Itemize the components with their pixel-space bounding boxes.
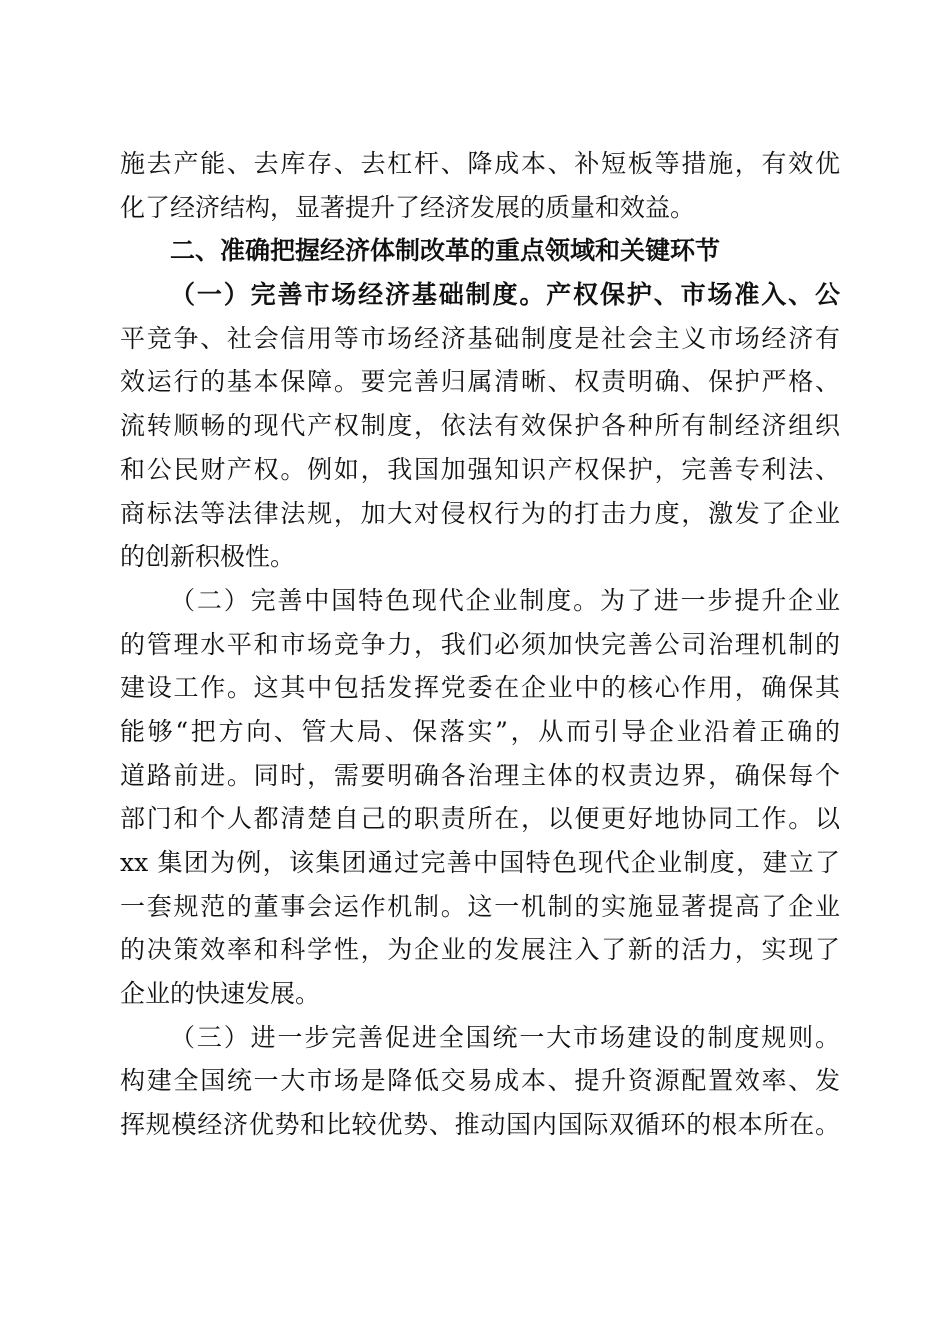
paragraph-line: 道路前进。同时，需要明确各治理主体的权责边界，确保每个 bbox=[120, 760, 840, 790]
paragraph-line: xx 集团为例，该集团通过完善中国特色现代企业制度，建立了 bbox=[120, 848, 840, 877]
paragraph-line: 的决策效率和科学性，为企业的发展注入了新的活力，实现了 bbox=[120, 935, 840, 965]
paragraph-line: 施去产能、去库存、去杠杆、降成本、补短板等措施，有效优 bbox=[120, 149, 840, 178]
paragraph-line: 流转顺畅的现代产权制度，依法有效保护各种所有制经济组织 bbox=[120, 411, 840, 441]
paragraph-line: 化了经济结构，显著提升了经济发展的质量和效益。 bbox=[120, 192, 696, 222]
paragraph-line: 一套规范的董事会运作机制。这一机制的实施显著提高了企业 bbox=[120, 891, 840, 921]
paragraph-line: 的创新积极性。 bbox=[120, 542, 296, 572]
paragraph-line: 的管理水平和市场竞争力，我们必须加快完善公司治理机制的 bbox=[120, 629, 840, 659]
paragraph-line: 能够“把方向、管大局、保落实”，从而引导企业沿着正确的 bbox=[120, 716, 840, 746]
subsection-line: （一）完善市场经济基础制度。产权保护、市场准入、公 bbox=[170, 280, 840, 310]
paragraph-line: 效运行的基本保障。要完善归属清晰、权责明确、保护严格、 bbox=[120, 367, 840, 397]
paragraph-line: 企业的快速发展。 bbox=[120, 979, 321, 1009]
paragraph-line: 平竞争、社会信用等市场经济基础制度是社会主义市场经济有 bbox=[120, 323, 840, 353]
subsection-line: （二）完善中国特色现代企业制度。为了进一步提升企业 bbox=[170, 585, 840, 615]
document-body bbox=[120, 142, 840, 1147]
paragraph-line: 商标法等法律法规，加大对侵权行为的打击力度，激发了企业 bbox=[120, 498, 840, 528]
subsection-line: （三）进一步完善促进全国统一大市场建设的制度规则。 bbox=[170, 1022, 840, 1052]
paragraph-line: 和公民财产权。例如，我国加强知识产权保护，完善专利法、 bbox=[120, 454, 840, 484]
paragraph-line: 挥规模经济优势和比较优势、推动国内国际双循环的根本所在。 bbox=[120, 1110, 840, 1140]
paragraph-line: 构建全国统一大市场是降低交易成本、提升资源配置效率、发 bbox=[120, 1066, 840, 1096]
paragraph-line: 建设工作。这其中包括发挥党委在企业中的核心作用，确保其 bbox=[120, 673, 840, 703]
paragraph-line: 部门和个人都清楚自己的职责所在，以便更好地协同工作。以 bbox=[120, 804, 840, 834]
section-heading: 二、准确把握经济体制改革的重点领域和关键环节 bbox=[170, 236, 721, 266]
